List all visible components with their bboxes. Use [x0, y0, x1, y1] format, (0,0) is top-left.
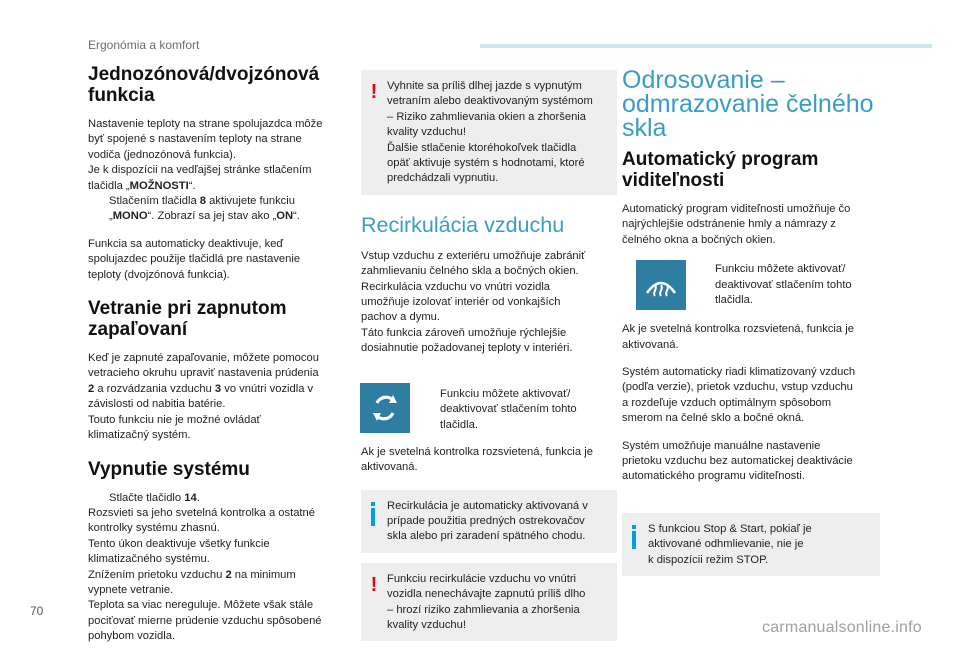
- info-box-recirculation: Recirkulácia je automaticky aktivovaná v prípade použitia predných ostrekovačov skla alebo pri zaradení spätného chodu.: [361, 490, 617, 553]
- section-title-recirculation: Recirkulácia vzduchu: [361, 212, 565, 237]
- section-title-zone: Jednozónová/dvojzónová funkcia: [88, 64, 320, 106]
- demist-auto-paragraph: Systém automaticky riadi klimatizovaný vzduch (podľa verzie), prietok vzduchu, vstup vzduchu a rozdeľuje vzduch optimálnym spôsobom smerom na čelné sklo a bočné okná.: [622, 366, 856, 425]
- section-title-demist: Odrosovanie – odmrazovanie čelného skla: [622, 66, 874, 142]
- page-header-title: Ergonómia a komfort: [88, 38, 200, 52]
- warning-box-ventilation: ! Vyhnite sa príliš dlhej jazde s vypnutým vetraním alebo deaktivovaným systémom – Riziko zahmlievania okien a zhoršenia kvality vzduchu! Ďalšie stlačenie ktoréhokoľvek tlačidla opäť aktivuje systém s hodnotami, ktoré predchádzali vypnutiu.: [361, 70, 617, 195]
- windscreen-demist-button[interactable]: [636, 260, 686, 310]
- exclamation-icon: !: [370, 573, 378, 596]
- section-title-ventilation: Vetranie pri zapnutom zapaľovaní: [88, 298, 287, 341]
- bullet-press-14: Stlačte tlačidlo 14.: [109, 491, 200, 504]
- recirculation-icon: [368, 391, 402, 425]
- watermark: carmanualsonline.info: [762, 619, 922, 636]
- column-left: [88, 64, 344, 657]
- demist-button-row: [622, 260, 892, 314]
- demist-indicator-text: Ak je svetelná kontrolka rozsvietená, funkcia je aktivovaná.: [622, 323, 854, 351]
- recirculation-paragraph: Vstup vzduchu z exteriéru umožňuje zabrániť zahmlievaniu čelného skla a bočných okien. Recirkulácia vzduchu vo vnútri vozidla umožňuje izolovať interiér od vonkajších pachov a dymu. Táto funkcia zároveň umožňuje rýchlejšie dosiahnutie požadovanej teploty v interiéri.: [361, 249, 586, 355]
- bullet-mono: Stlačením tlačidla 8 aktivujete funkciu: [109, 195, 295, 208]
- zone-deactivation-paragraph: Funkcia sa automaticky deaktivuje, keď spolujazdec použije tlačidlá pre nastavenie teploty (dvojzónová funkcia).: [88, 237, 301, 281]
- recirculation-button-row: [361, 383, 617, 445]
- demist-manual-paragraph: Systém umožňuje manuálne nastavenie prietoku vzduchu bez automatickej deaktivácie automatického programu viditeľnosti.: [622, 439, 853, 483]
- ventilation-paragraph: Keď je zapnuté zapaľovanie, môžete pomocou vetracieho okruhu upraviť nastavenia prúdenia 2 a rozvádzania vzduchu 3 vo vnútri vozidla v závislosti od nabitia batérie. Touto funkciu nie je možné ovládať klimatizačný systém.: [88, 352, 319, 442]
- recirculation-button-text: Funkciu môžete aktivovať/ deaktivovať stlačením tohto tlačidla.: [440, 387, 577, 431]
- system-off-paragraph: Stlačte tlačidlo 14. Rozsvieti sa jeho svetelná kontrolka a ostatné kontrolky systému zhasnú. Tento úkon deaktivuje všetky funkcie klimatizačného systému. Znížením prietoku vzduchu 2 na minimum vypnete vetranie. Teplota sa viac nereguluje. Môžete však stále pociťovať mierne prúdenie vzduchu spôsobené pohybom vozidla.: [88, 491, 344, 645]
- header-accent-bar: [480, 44, 932, 48]
- recirculation-indicator-text: Ak je svetelná kontrolka rozsvietená, funkcia je aktivovaná.: [361, 445, 593, 474]
- section-title-system-off: Vypnutie systému: [88, 458, 250, 480]
- zone-paragraph: Nastavenie teploty na strane spolujazdca môže byť spojené s nastavením teploty na strane vodiča (jednozónová funkcia). Je k dispozícii na vedľajšej stránke stlačením tlačidla „MOŽNOSTI“. Stlačením tlačidla 8 aktivujete funkciu „MONO“. Zobrazí sa jej stav ako „ON“.: [88, 117, 344, 225]
- recirculation-button[interactable]: [360, 383, 410, 433]
- page-number: 70: [30, 604, 44, 618]
- windscreen-demist-icon: [643, 269, 679, 301]
- info-icon: [370, 502, 376, 526]
- info-box-stop-start: S funkciou Stop & Start, pokiaľ je aktivované odhmlievanie, nie je k dispozícii režim STOP.: [622, 513, 880, 576]
- column-right: [622, 68, 892, 586]
- warning-box-recirculation: ! Funkciu recirkulácie vzduchu vo vnútri vozidla nenechávajte zapnutú príliš dlho – hrozí riziko zahmlievania a zhoršenia kvality vzduchu!: [361, 563, 617, 642]
- column-middle: [361, 70, 617, 651]
- info-icon: [631, 525, 637, 549]
- visibility-paragraph: Automatický program viditeľnosti umožňuje čo najrýchlejšie odstránenie hmly a námrazy z čelného okna a bočných okien.: [622, 203, 851, 246]
- section-subtitle-visibility: Automatický program viditeľnosti: [622, 149, 819, 191]
- exclamation-icon: !: [370, 81, 378, 103]
- demist-button-text: Funkciu môžete aktivovať/ deaktivovať stlačením tohto tlačidla.: [715, 263, 852, 307]
